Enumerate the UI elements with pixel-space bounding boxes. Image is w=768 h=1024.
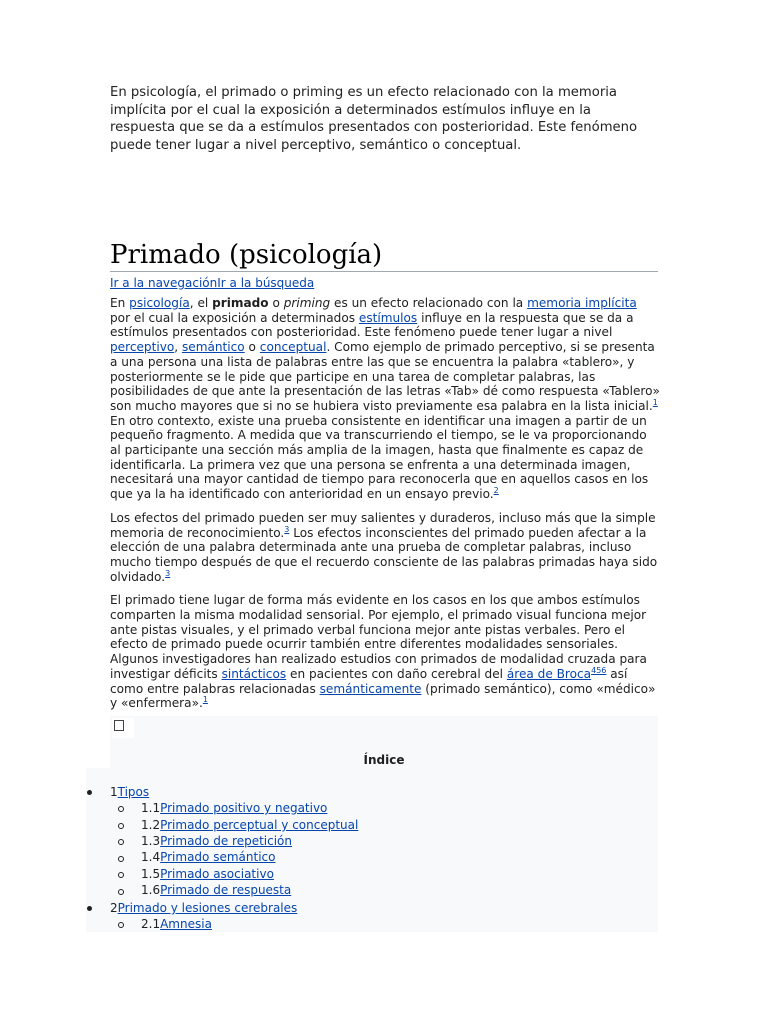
- intro-paragraph: En psicología, el primado o priming es un efecto relacionado con la memoria implícita por el cual la exposición a determinados estímulos influye en la respuesta que se da a estímulos presentados con posterioridad. Este fenómeno puede tener lugar a nivel perceptivo, semántico o conceptual.: [110, 85, 638, 153]
- toc-link[interactable]: Amnesia: [160, 917, 212, 931]
- text: Los efectos inconscientes del primado pueden afectar a la elección de una palabra determinada ante una prueba de completar palabras, incluso mucho tiempo después de que el recuerdo consciente de las palabras primadas haya sido olvidado.: [110, 525, 658, 584]
- link-semantico[interactable]: semántico: [181, 340, 245, 355]
- italic-term-priming: priming: [283, 296, 331, 310]
- reference-link[interactable]: 456: [591, 665, 607, 675]
- toc-link[interactable]: Primado de repetición: [160, 834, 292, 848]
- text: así como entre palabras relacionadas: [110, 666, 628, 696]
- toc-number: 1.2: [141, 818, 161, 832]
- bullet-circle-icon: [118, 806, 124, 812]
- toc-link[interactable]: Primado positivo y negativo: [160, 801, 328, 815]
- skip-to-search-link[interactable]: Ir a la búsqueda: [217, 276, 315, 290]
- toc-number: 1.1: [141, 801, 161, 815]
- toc-link[interactable]: Primado perceptual y conceptual: [160, 818, 359, 832]
- page-title: Primado (psicología): [110, 240, 383, 270]
- paragraph-3: [110, 593, 660, 711]
- toc-number: 1.3: [141, 834, 161, 848]
- text: por el cual la exposición a determinados: [110, 310, 359, 325]
- bold-term-primado: primado: [212, 296, 269, 310]
- link-semanticamente[interactable]: semánticamente: [319, 681, 422, 696]
- text: , el: [189, 296, 213, 310]
- reference-link[interactable]: 3: [165, 568, 171, 578]
- bullet-circle-icon: [118, 889, 124, 895]
- reference-link[interactable]: 1: [202, 695, 208, 705]
- text: influye en la respuesta que se da a estímulos presentados con posterioridad. Este fenómeno puede tener lugar a nivel: [110, 310, 634, 340]
- toc-toggle-checkbox[interactable]: [114, 720, 124, 731]
- toc-number: 1: [110, 785, 118, 799]
- reference-link[interactable]: 1: [652, 397, 658, 407]
- bullet-circle-icon: [118, 823, 124, 829]
- text: es un efecto relacionado con la: [330, 296, 528, 310]
- paragraph-1: [110, 296, 660, 502]
- text: El primado tiene lugar de forma más evidente en los casos en los que ambos estímulos comparten la misma modalidad sensorial. Por ejemplo, el primado visual funciona mejor ante pistas visuales, y el primado verbal funciona mejor ante pistas verbales. Pero el efecto de primado puede ocurrir también entre diferentes modalidades sensoriales. Algunos investigadores han realizado estudios con primados de modalidad cruzada para investigar déficits: [110, 593, 647, 681]
- text: ,: [174, 340, 182, 355]
- bullet-circle-icon: [118, 856, 124, 862]
- text: . Como ejemplo de primado perceptivo, si se presenta a una persona una lista de palabras entre las que se encuentra la palabra «tablero», y posteriormente se le pide que participe en una tarea de completar palabras, las posibilidades de que ante la presentación de las letras «Tab» dé como respuesta «Tablero» son mucho mayores que si no se hubiera visto previamente esa palabra en la lista inicial.: [110, 340, 660, 413]
- bullet-circle-icon: [118, 922, 124, 928]
- link-psicologia[interactable]: psicología: [129, 296, 190, 310]
- toc-corner: [86, 716, 110, 768]
- text: en pacientes con daño cerebral del: [286, 666, 507, 681]
- link-conceptual[interactable]: conceptual: [259, 340, 327, 355]
- link-memoria-implicita[interactable]: memoria implícita: [527, 296, 637, 310]
- bullet-circle-icon: [118, 872, 124, 878]
- skip-links: [110, 275, 314, 291]
- toc-link[interactable]: Primado de respuesta: [160, 883, 292, 897]
- toc-number: 2: [110, 901, 118, 915]
- toc-link[interactable]: Tipos: [117, 785, 150, 799]
- text: En otro contexto, existe una prueba consistente en identificar una imagen a partir de un pequeño fragmento. A medida que va transcurriendo el tiempo, se le va proporcionando al participante una sección más amplia de la imagen, hasta que finalmente es capaz de identificarla. La primera vez que una persona se enfrenta a una determinada imagen, necesitará una mayor cantidad de tiempo para reconocerla que en aquellos casos en los que ya la ha identificado con anterioridad en un ensayo previo.: [110, 413, 649, 502]
- link-estimulos[interactable]: estímulos: [358, 310, 418, 325]
- toc-link[interactable]: Primado semántico: [160, 850, 276, 864]
- text: (primado semántico), como «médico» y «enfermera».: [110, 681, 656, 711]
- reference-link[interactable]: 2: [493, 486, 499, 496]
- link-area-de-broca[interactable]: área de Broca: [506, 666, 592, 681]
- toc-number: 1.5: [141, 867, 161, 881]
- article-body: [110, 296, 660, 720]
- paragraph-2: [110, 511, 660, 585]
- link-sintacticos[interactable]: sintácticos: [221, 666, 287, 681]
- skip-to-navigation-link[interactable]: Ir a la navegación: [110, 276, 218, 290]
- text: En: [110, 296, 130, 310]
- bullet-disc-icon: [87, 790, 92, 795]
- toc-number: 2.1: [141, 917, 161, 931]
- link-perceptivo[interactable]: perceptivo: [110, 340, 175, 355]
- toc-link[interactable]: Primado y lesiones cerebrales: [117, 901, 298, 915]
- toc-number: 1.4: [141, 850, 161, 864]
- bullet-disc-icon: [87, 906, 92, 911]
- bullet-circle-icon: [118, 839, 124, 845]
- text: o: [244, 340, 260, 355]
- text: Los efectos del primado pueden ser muy salientes y duraderos, incluso más que la simple memoria de reconocimiento.: [110, 510, 656, 540]
- reference-link[interactable]: 3: [284, 524, 290, 534]
- title-divider: [110, 271, 658, 272]
- toc-number: 1.6: [141, 883, 161, 897]
- text: o: [268, 296, 284, 310]
- toc-link[interactable]: Primado asociativo: [160, 867, 274, 881]
- toc-title: Índice: [363, 753, 405, 767]
